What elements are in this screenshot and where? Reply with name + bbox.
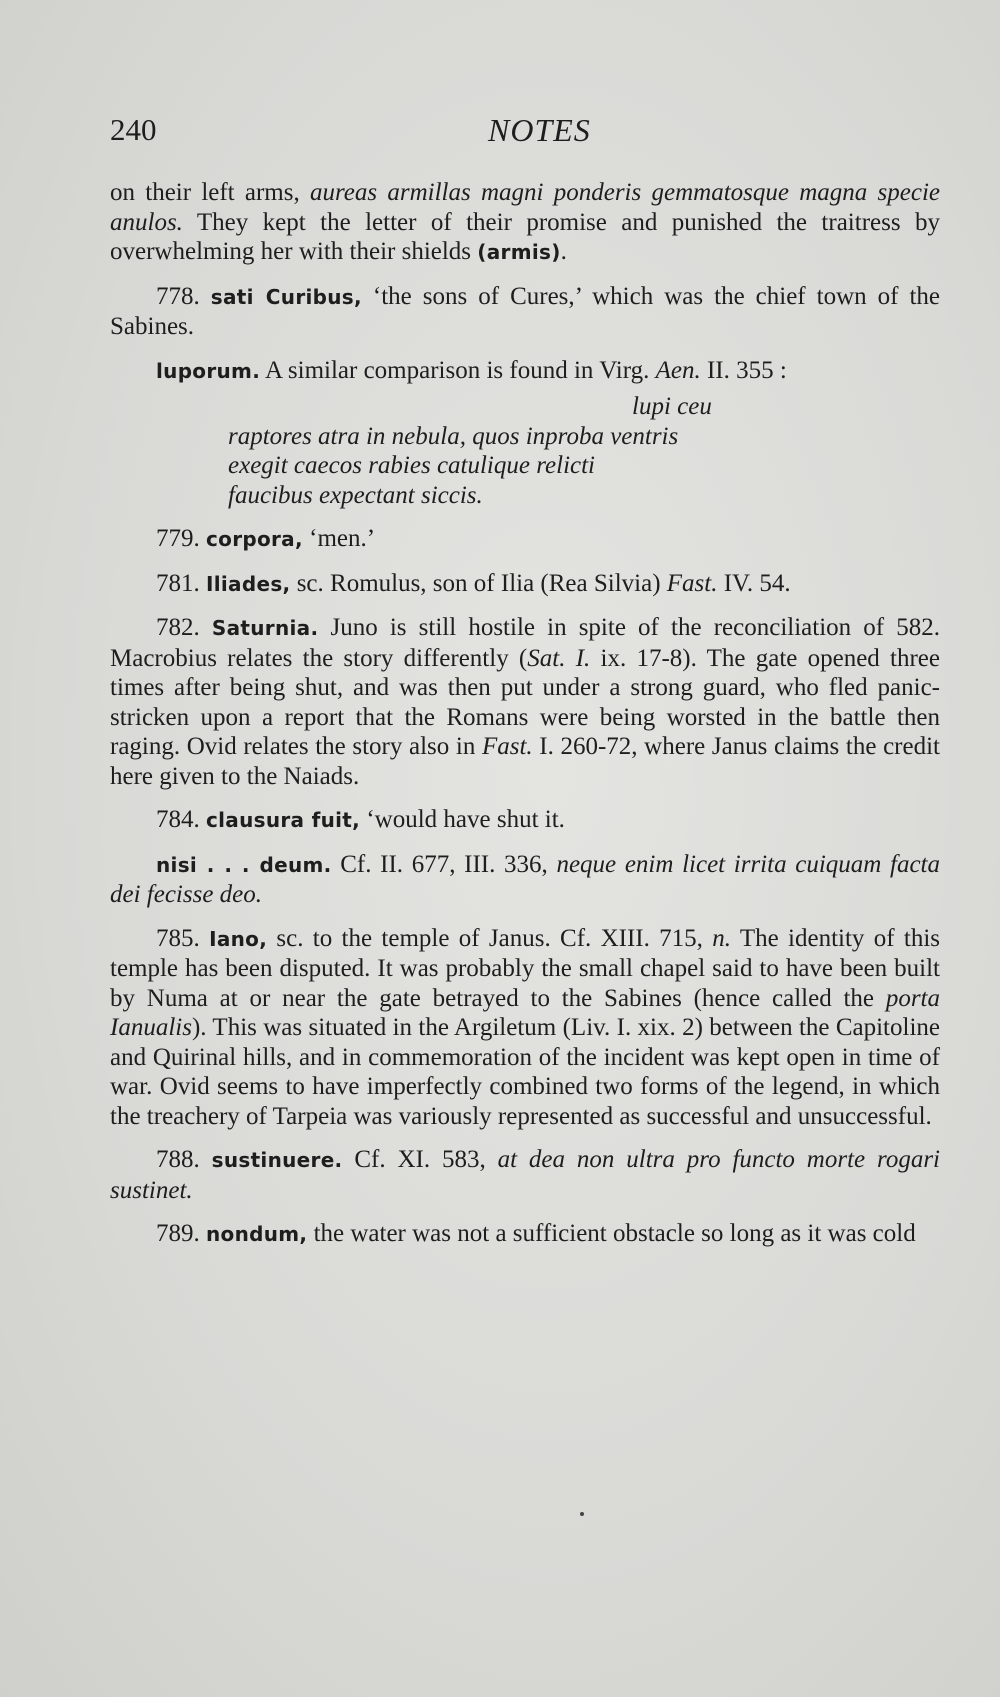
- note-text: Juno is still hostile in spite of the reconciliation of 582. Macrobius relates the story differently (: [110, 614, 940, 672]
- note-779: [110, 524, 940, 555]
- latin-quote: aureas armillas magni ponderis gemmatosque magna specie anulos.: [110, 179, 940, 236]
- note-784: [110, 805, 940, 836]
- page-number: 240: [110, 112, 157, 147]
- line-number: 789.: [156, 1220, 200, 1247]
- note-lemma: luporum.: [156, 358, 261, 383]
- note-778: [110, 282, 940, 342]
- note-lemma: nisi . . . deum.: [156, 852, 332, 877]
- note-789: [110, 1219, 940, 1250]
- line-number: 781.: [156, 569, 200, 597]
- note-text: Cf. XI. 583,: [342, 1146, 498, 1173]
- note-782: [110, 613, 940, 791]
- verse-line: faucibus expectant siccis.: [228, 481, 483, 509]
- line-number: 779.: [156, 525, 200, 552]
- note-lemma: sustinuere.: [211, 1148, 343, 1172]
- reference: Fast.: [666, 569, 718, 597]
- note-text: The identity of this temple has been disputed. It was probably the small chapel said to have been built by Numa at or near the gate betrayed to the Sabines (hence called the: [110, 924, 940, 1012]
- note-continuation: [110, 178, 940, 268]
- note-text: .: [560, 238, 567, 265]
- note-lemma: nondum,: [206, 1222, 308, 1246]
- note-text: the water was not a sufficient obstacle so long as it was cold: [307, 1220, 916, 1247]
- ink-speck: [580, 1512, 584, 1516]
- note-lemma: Iliades,: [206, 571, 291, 596]
- note-text: Cf. II. 677, III. 336,: [331, 850, 557, 878]
- note-lemma: (armis): [477, 240, 561, 264]
- note-text: I. 260-72, where Janus claims the credit here given to the Naiads.: [110, 733, 940, 790]
- reference: n.: [712, 924, 731, 952]
- note-text: II. 355 :: [700, 356, 787, 384]
- note-lemma: Iano,: [209, 926, 268, 951]
- latin-quote: at dea non ultra pro functo morte rogari sustinet.: [110, 1146, 940, 1204]
- note-788: [110, 1145, 940, 1205]
- page-header: [110, 112, 940, 160]
- line-number: 782.: [156, 614, 200, 641]
- line-number: 788.: [156, 1146, 200, 1173]
- line-number: 785.: [156, 924, 200, 952]
- line-number: 784.: [156, 806, 200, 833]
- latin-quote: neque enim licet irrita cuiquam facta dei fecisse deo.: [110, 850, 940, 908]
- verse-line: raptores atra in nebula, quos inproba ventris: [228, 422, 679, 450]
- reference: Aen.: [655, 356, 701, 384]
- reference: Fast.: [481, 733, 533, 760]
- note-lemma: corpora,: [206, 527, 303, 551]
- note-lemma: Saturnia.: [211, 616, 319, 640]
- note-text: ix. 17-8). The gate opened three times after being shut, and was then put under a strong guard, who fled panic-stricken upon a report that the Romans were being worsted in the battle then raging. Ovid relates the story also in: [110, 644, 941, 760]
- reference: Sat. I.: [527, 644, 591, 672]
- note-nisi-deum: [110, 850, 940, 910]
- note-luporum: [110, 356, 940, 387]
- note-text: IV. 54.: [717, 569, 791, 597]
- verse-line: lupi ceu: [632, 393, 712, 420]
- note-text: sc. Romulus, son of Ilia (Rea Silvia): [290, 569, 667, 597]
- note-text: ). This was situated in the Argiletum (Liv. I. xix. 2) between the Capitoline and Quirinal hills, and in commemoration of the incident was kept open in time of war. Ovid seems to have imperfectly combined two forms of the legend, in which the treachery of Tarpeia was variously represented as successful and unsuccessful.: [110, 1014, 940, 1130]
- note-lemma: sati Curibus,: [210, 284, 362, 309]
- latin-quote: porta Ianualis: [110, 984, 940, 1041]
- note-text: A similar comparison is found in Virg.: [260, 356, 656, 384]
- note-text: ‘men.’: [302, 525, 376, 552]
- note-lemma: clausura fuit,: [206, 808, 361, 832]
- line-number: 778.: [156, 282, 200, 310]
- note-785: [110, 924, 940, 1132]
- note-781: [110, 569, 940, 600]
- note-text: They kept the letter of their promise and punished the traitress by overwhelming her with their shields: [110, 208, 940, 265]
- verse-quotation: [110, 392, 940, 510]
- note-text: sc. to the temple of Janus. Cf. XIII. 715,: [267, 924, 713, 952]
- note-text: on their left arms,: [110, 179, 310, 206]
- notes-body: [110, 178, 940, 1264]
- note-text: ‘would have shut it.: [360, 806, 565, 833]
- verse-line: exegit caecos rabies catulique relicti: [228, 452, 596, 479]
- running-head: NOTES: [488, 112, 591, 148]
- note-text: ‘the sons of Cures,’ which was the chief town of the Sabines.: [110, 282, 941, 340]
